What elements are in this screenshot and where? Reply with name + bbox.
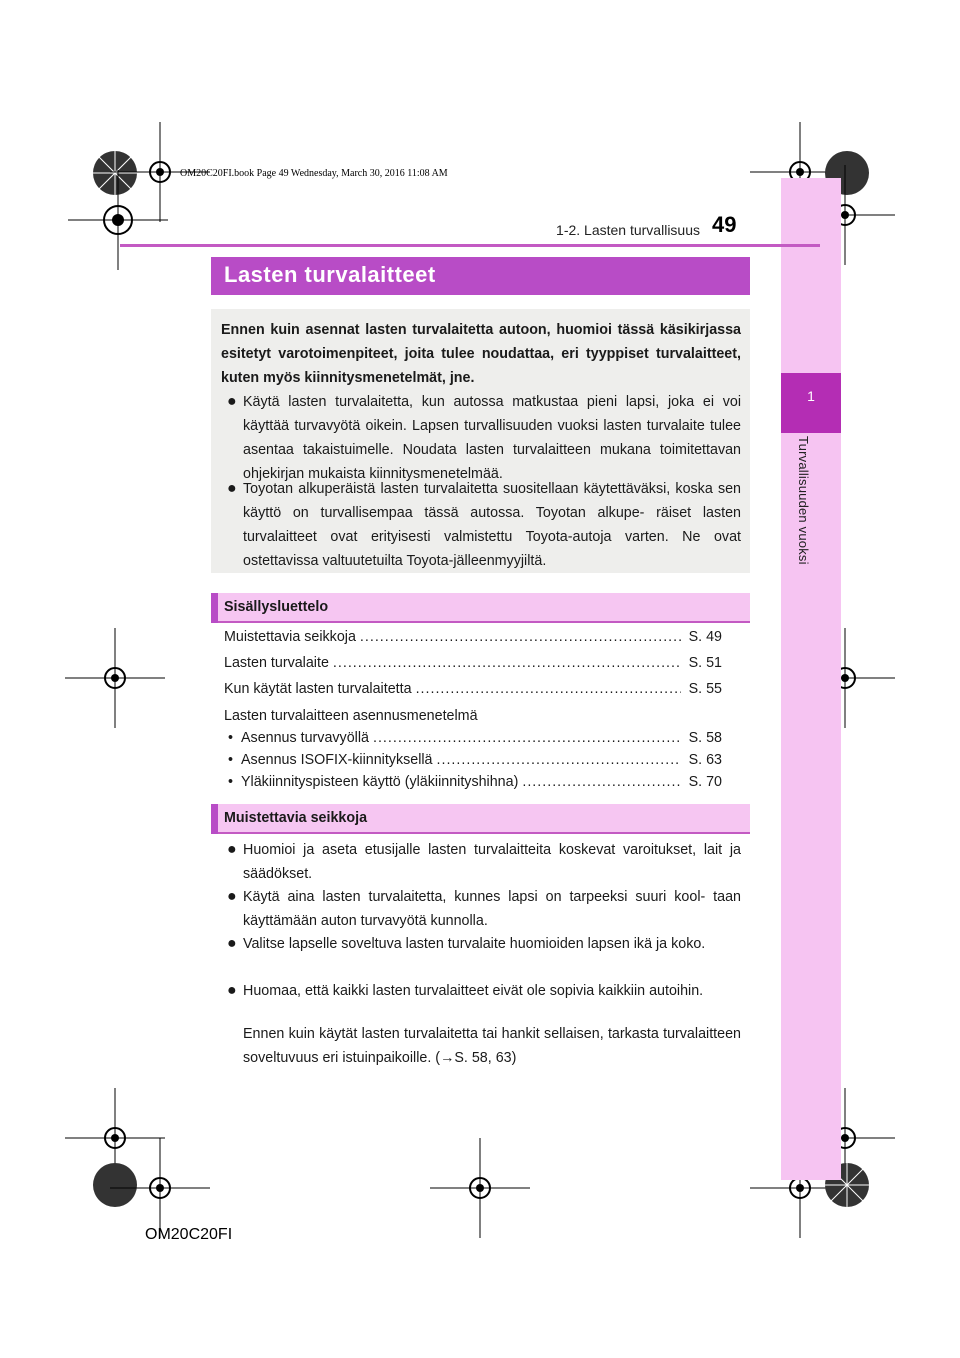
- notes-bullet-text: Huomaa, että kaikki lasten turvalaitteet eivät ole sopivia kaikkiin autoihin.: [243, 983, 704, 999]
- bullet-icon: ●: [227, 480, 237, 497]
- toc-leader: [360, 626, 681, 648]
- toc-subitem[interactable]: [228, 749, 722, 771]
- toc-leader: [437, 749, 681, 771]
- bullet-icon: ●: [227, 841, 237, 858]
- toc-subitem-page: S. 58: [688, 730, 722, 746]
- section-header: 1-2. Lasten turvallisuus: [556, 222, 700, 238]
- toc-item-page: S. 51: [688, 655, 722, 671]
- bullet-icon: ●: [227, 982, 237, 999]
- notes-heading: Muistettavia seikkoja: [224, 810, 368, 826]
- toc-item-page: S. 49: [688, 629, 722, 645]
- toc-leader: [373, 727, 681, 749]
- notes-followup-text: Ennen kuin käytät lasten turvalaitetta tai hankit sellaisen, tarkasta turvalaitteen soveltuvuus eri istuinpaikoille. (→S. 58, 63): [243, 1026, 741, 1066]
- registration-mark-left-mid: [65, 628, 165, 728]
- notes-bullet-text: Valitse lapselle soveltuva lasten turvalaite huomioiden lapsen ikä ja koko.: [243, 936, 706, 952]
- intro-bullet-text: Toyotan alkuperäistä lasten turvalaitetta suositellaan käytettäväksi, koska sen käyttö on turvallisempaa tässä autossa. Toyotan alkupe- räiset lasten turvalaitteet ovat erityisesti valmistettu Toyota-autoja varten. Ne ovat ostettavissa valtuutetuilta Toyota-jälleenmyyjiltä.: [243, 481, 741, 569]
- toc-leader: [416, 678, 681, 700]
- toc-leader: [333, 652, 681, 674]
- toc-subitem[interactable]: [228, 771, 722, 793]
- notes-bullet-text: Käytä aina lasten turvalaitetta, kunnes lapsi on tarpeeksi suuri kool- taan käyttämään auton turvavyötä kunnolla.: [243, 889, 741, 929]
- toc-subitem-label: • Asennus turvavyöllä: [228, 727, 369, 749]
- toc-heading: Sisällysluettelo: [224, 599, 329, 615]
- chapter-title: Turvallisuuden vuoksi: [796, 436, 811, 565]
- toc-item[interactable]: [224, 626, 722, 648]
- toc-item-label: Muistettavia seikkoja: [224, 629, 356, 645]
- toc-item-label: Kun käytät lasten turvalaitetta: [224, 681, 412, 697]
- footer-code: OM20C20FI: [145, 1226, 233, 1243]
- notes-bullet: [221, 979, 741, 1003]
- registration-mark-bottom-center: [430, 1138, 530, 1238]
- toc-item-page: S. 55: [688, 681, 722, 697]
- toc-leader: [522, 771, 680, 793]
- page-number: 49: [712, 212, 737, 237]
- toc-subitem-page: S. 70: [688, 774, 722, 790]
- intro-bullet: [221, 390, 741, 486]
- toc-subitem-page: S. 63: [688, 752, 722, 768]
- toc-subitem[interactable]: [228, 727, 722, 749]
- bullet-icon: ●: [227, 935, 237, 952]
- toc-item[interactable]: [224, 678, 722, 700]
- notes-bullet: [221, 838, 741, 886]
- intro-bullet-text: Käytä lasten turvalaitetta, kun autossa matkustaa pieni lapsi, joka ei voi käyttää turvavyötä oikein. Lapsen turvallisuuden vuoksi lasten turvalaite tulee asentaa takaistuimelle. Noudata lasten turvalaitteen mukana toimitettavan ohjekirjan mukaista kiinnitysmenetelmää.: [243, 394, 741, 482]
- toc-subitem-label: • Yläkiinnityspisteen käyttö (yläkiinnityshihna): [228, 771, 518, 793]
- toc-item[interactable]: [224, 652, 722, 674]
- header-rule: [120, 244, 820, 247]
- notes-bullet-text: Huomioi ja aseta etusijalle lasten turvalaitteita koskevat varoitukset, lait ja säädökset.: [243, 842, 741, 882]
- chapter-side-tab: [781, 178, 841, 1180]
- chapter-number: 1: [807, 388, 815, 404]
- page-title: Lasten turvalaitteet: [224, 262, 436, 287]
- toc-group-label: Lasten turvalaitteen asennusmenetelmä: [224, 708, 478, 724]
- book-stamp: OM20C20FI.book Page 49 Wednesday, March 30, 2016 11:08 AM: [180, 168, 448, 179]
- toc-item-label: Lasten turvalaite: [224, 655, 329, 671]
- notes-followup: [221, 1022, 741, 1070]
- registration-mark-bottom-left-inner: [110, 1138, 210, 1238]
- intro-bullet: [221, 477, 741, 573]
- bullet-icon: ●: [227, 888, 237, 905]
- bullet-icon: ●: [227, 393, 237, 410]
- notes-bullet: [221, 885, 741, 933]
- intro-lead: Ennen kuin asennat lasten turvalaitetta autoon, huomioi tässä käsikirjassa esitetyt varotoimenpiteet, joita tulee noudattaa, eri tyyppiset turvalaitteet, kuten myös kiinnitysmenetelmät, jne.: [221, 322, 741, 386]
- notes-bullet: [221, 932, 741, 956]
- toc-subitem-label: • Asennus ISOFIX-kiinnityksellä: [228, 749, 433, 771]
